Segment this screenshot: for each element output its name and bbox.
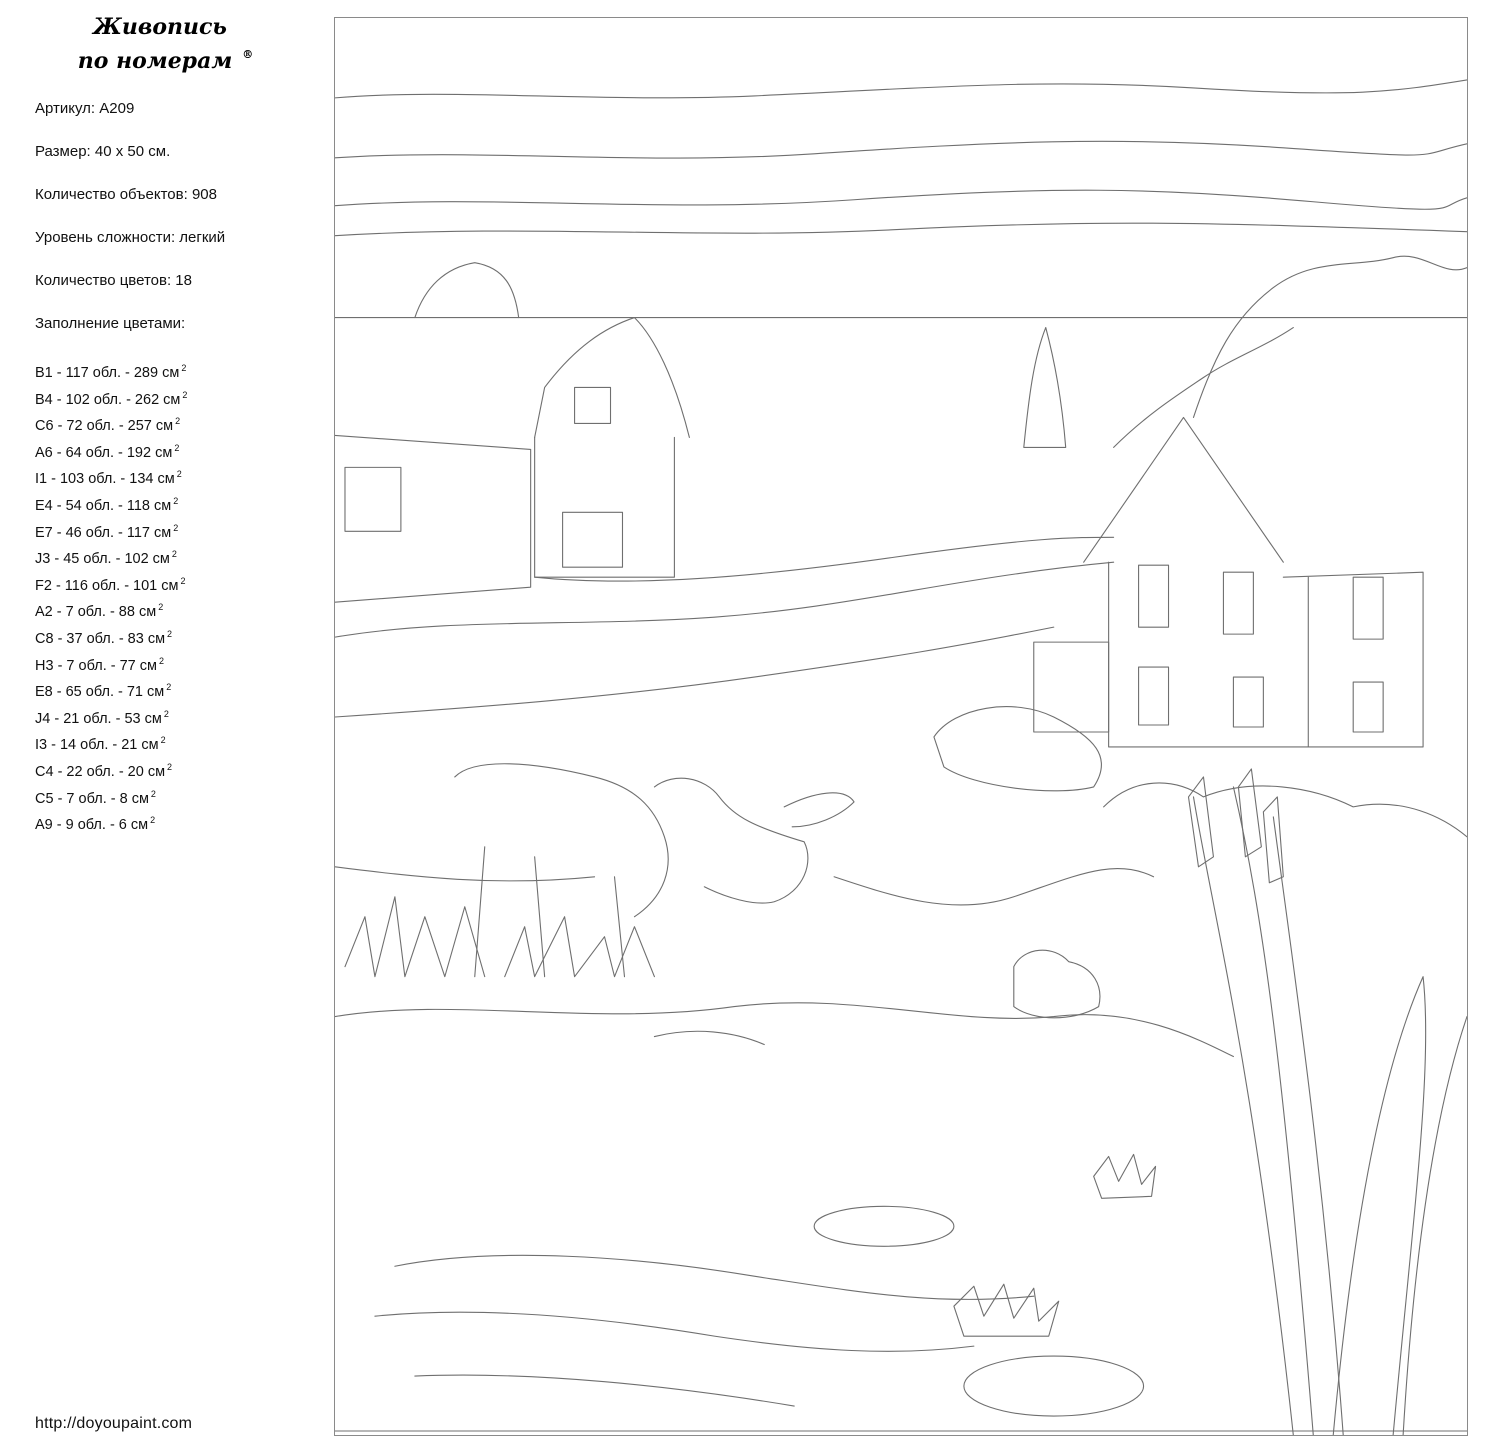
area-unit-superscript: 2 <box>174 442 180 453</box>
reed-leaf <box>1333 977 1425 1435</box>
color-fill-text: C4 - 22 обл. - 20 см <box>35 763 166 780</box>
area-unit-superscript: 2 <box>167 628 173 639</box>
object-count: Количество объектов: 908 <box>35 186 217 203</box>
color-fill-text: J3 - 45 обл. - 102 см <box>35 551 170 568</box>
area-unit-superscript: 2 <box>166 682 172 693</box>
sky-band-line <box>335 80 1467 98</box>
water-lily-flower <box>1094 1154 1156 1198</box>
sky-band-line <box>335 190 1467 209</box>
fill-heading: Заполнение цветами: <box>35 315 186 332</box>
color-fill-text: I3 - 14 обл. - 21 см <box>35 737 159 754</box>
color-fill-text: H3 - 7 обл. - 77 см <box>35 657 157 674</box>
sky-band-line <box>335 141 1467 158</box>
house-window <box>1353 577 1383 639</box>
product-meta <box>35 98 320 356</box>
area-unit-superscript: 2 <box>180 575 186 586</box>
shrub-outline <box>934 707 1102 791</box>
color-fill-text: A6 - 64 обл. - 192 см <box>35 444 173 461</box>
registered-mark: ® <box>242 48 254 61</box>
color-fill-item <box>35 730 187 757</box>
difficulty-level: Уровень сложности: легкий <box>35 229 226 246</box>
lily-pad <box>964 1356 1144 1416</box>
color-fill-item <box>35 491 187 518</box>
color-fill-text: A9 - 9 обл. - 6 см <box>35 817 149 834</box>
cattail-head <box>1238 769 1261 857</box>
cow-head <box>654 778 807 903</box>
color-fill-text: B4 - 102 обл. - 262 см <box>35 391 181 408</box>
field-line <box>335 562 1114 637</box>
house-window <box>1139 667 1169 725</box>
cattail-stalk <box>1193 797 1293 1435</box>
area-unit-superscript: 2 <box>160 735 166 746</box>
color-fill-item <box>35 651 187 678</box>
cypress-tree <box>1024 328 1066 448</box>
color-fill-item <box>35 438 187 465</box>
color-fill-item <box>35 358 187 385</box>
cattail-stalk <box>1273 817 1343 1435</box>
mountain-right <box>1114 328 1294 448</box>
area-unit-superscript: 2 <box>150 788 156 799</box>
barn-door <box>563 512 623 567</box>
area-unit-superscript: 2 <box>158 602 164 613</box>
color-fill-list <box>35 358 187 837</box>
grass-tufts <box>345 897 485 977</box>
color-fill-item <box>35 784 187 811</box>
color-fill-item <box>35 464 187 491</box>
cow-leg <box>475 847 625 977</box>
paint-by-numbers-canvas <box>334 17 1468 1436</box>
barn-wall <box>535 437 675 577</box>
color-fill-item <box>35 677 187 704</box>
area-unit-superscript: 2 <box>158 655 164 666</box>
color-fill-text: C5 - 7 обл. - 8 см <box>35 790 149 807</box>
color-fill-item <box>35 704 187 731</box>
long-barn <box>335 435 531 602</box>
color-fill-item <box>35 757 187 784</box>
color-fill-item <box>35 385 187 412</box>
area-unit-superscript: 2 <box>176 469 182 480</box>
cow-body <box>455 764 668 917</box>
color-fill-item <box>35 411 187 438</box>
sky-band-line <box>335 223 1467 236</box>
lily-pad <box>814 1206 954 1246</box>
mountain-right <box>1193 256 1467 417</box>
pond-ripple <box>395 1255 1034 1299</box>
cattail-stalk <box>1233 787 1313 1435</box>
color-fill-item <box>35 624 187 651</box>
barn-window <box>345 467 401 531</box>
house-window <box>1139 565 1169 627</box>
article-number: Артикул: A209 <box>35 100 135 117</box>
color-fill-text: C6 - 72 обл. - 257 см <box>35 418 174 435</box>
color-fill-item <box>35 518 187 545</box>
brand-line-2: по номерам <box>77 48 233 74</box>
color-fill-item <box>35 571 187 598</box>
barn-window <box>575 387 611 423</box>
area-unit-superscript: 2 <box>181 363 187 373</box>
area-unit-superscript: 2 <box>171 549 177 560</box>
brand-logo <box>0 10 320 78</box>
area-unit-superscript: 2 <box>173 495 179 506</box>
website-link[interactable]: http://doyoupaint.com <box>35 1415 193 1432</box>
field-line <box>335 627 1054 717</box>
color-fill-text: B1 - 117 обл. - 289 см <box>35 365 180 381</box>
midground-line <box>335 867 595 881</box>
color-fill-text: F2 - 116 обл. - 101 см <box>35 577 179 594</box>
area-unit-superscript: 2 <box>173 522 179 533</box>
house-window <box>1223 572 1253 634</box>
pond-ripple <box>415 1375 794 1406</box>
midground-line <box>834 869 1153 906</box>
line-art-illustration <box>335 18 1467 1435</box>
house-window <box>1353 682 1383 732</box>
info-sidebar <box>0 0 320 1453</box>
cow-ear <box>784 793 854 827</box>
color-fill-text: E8 - 65 обл. - 71 см <box>35 684 165 701</box>
water-lily-flower <box>954 1284 1059 1336</box>
color-fill-text: J4 - 21 обл. - 53 см <box>35 710 162 727</box>
area-unit-superscript: 2 <box>182 389 188 400</box>
brand-line-1: Живопись <box>93 14 227 40</box>
color-fill-text: C8 - 37 обл. - 83 см <box>35 630 166 647</box>
porch <box>1034 642 1109 732</box>
duck-shape <box>1014 950 1100 1018</box>
pond-ripple <box>375 1312 974 1351</box>
color-fill-item <box>35 597 187 624</box>
color-fill-text: A2 - 7 обл. - 88 см <box>35 604 157 621</box>
field-line <box>535 537 1114 581</box>
color-count: Количество цветов: 18 <box>35 272 192 289</box>
pond-ripple <box>654 1031 764 1044</box>
color-fill-item <box>35 544 187 571</box>
color-fill-text: I1 - 103 обл. - 134 см <box>35 471 175 488</box>
color-fill-text: E7 - 46 обл. - 117 см <box>35 524 172 541</box>
canvas-size: Размер: 40 x 50 см. <box>35 143 171 160</box>
area-unit-superscript: 2 <box>167 761 173 772</box>
house-roof <box>1084 417 1284 562</box>
color-fill-text: E4 - 54 обл. - 118 см <box>35 497 172 514</box>
distant-hills <box>415 263 519 318</box>
color-fill-item <box>35 810 187 837</box>
barn-roof <box>535 318 690 438</box>
house-window <box>1233 677 1263 727</box>
grass-tufts <box>505 917 655 977</box>
pond-edge <box>335 1003 1233 1057</box>
area-unit-superscript: 2 <box>163 708 169 719</box>
foreground-foliage <box>1104 783 1467 837</box>
area-unit-superscript: 2 <box>150 815 156 826</box>
area-unit-superscript: 2 <box>175 416 181 427</box>
